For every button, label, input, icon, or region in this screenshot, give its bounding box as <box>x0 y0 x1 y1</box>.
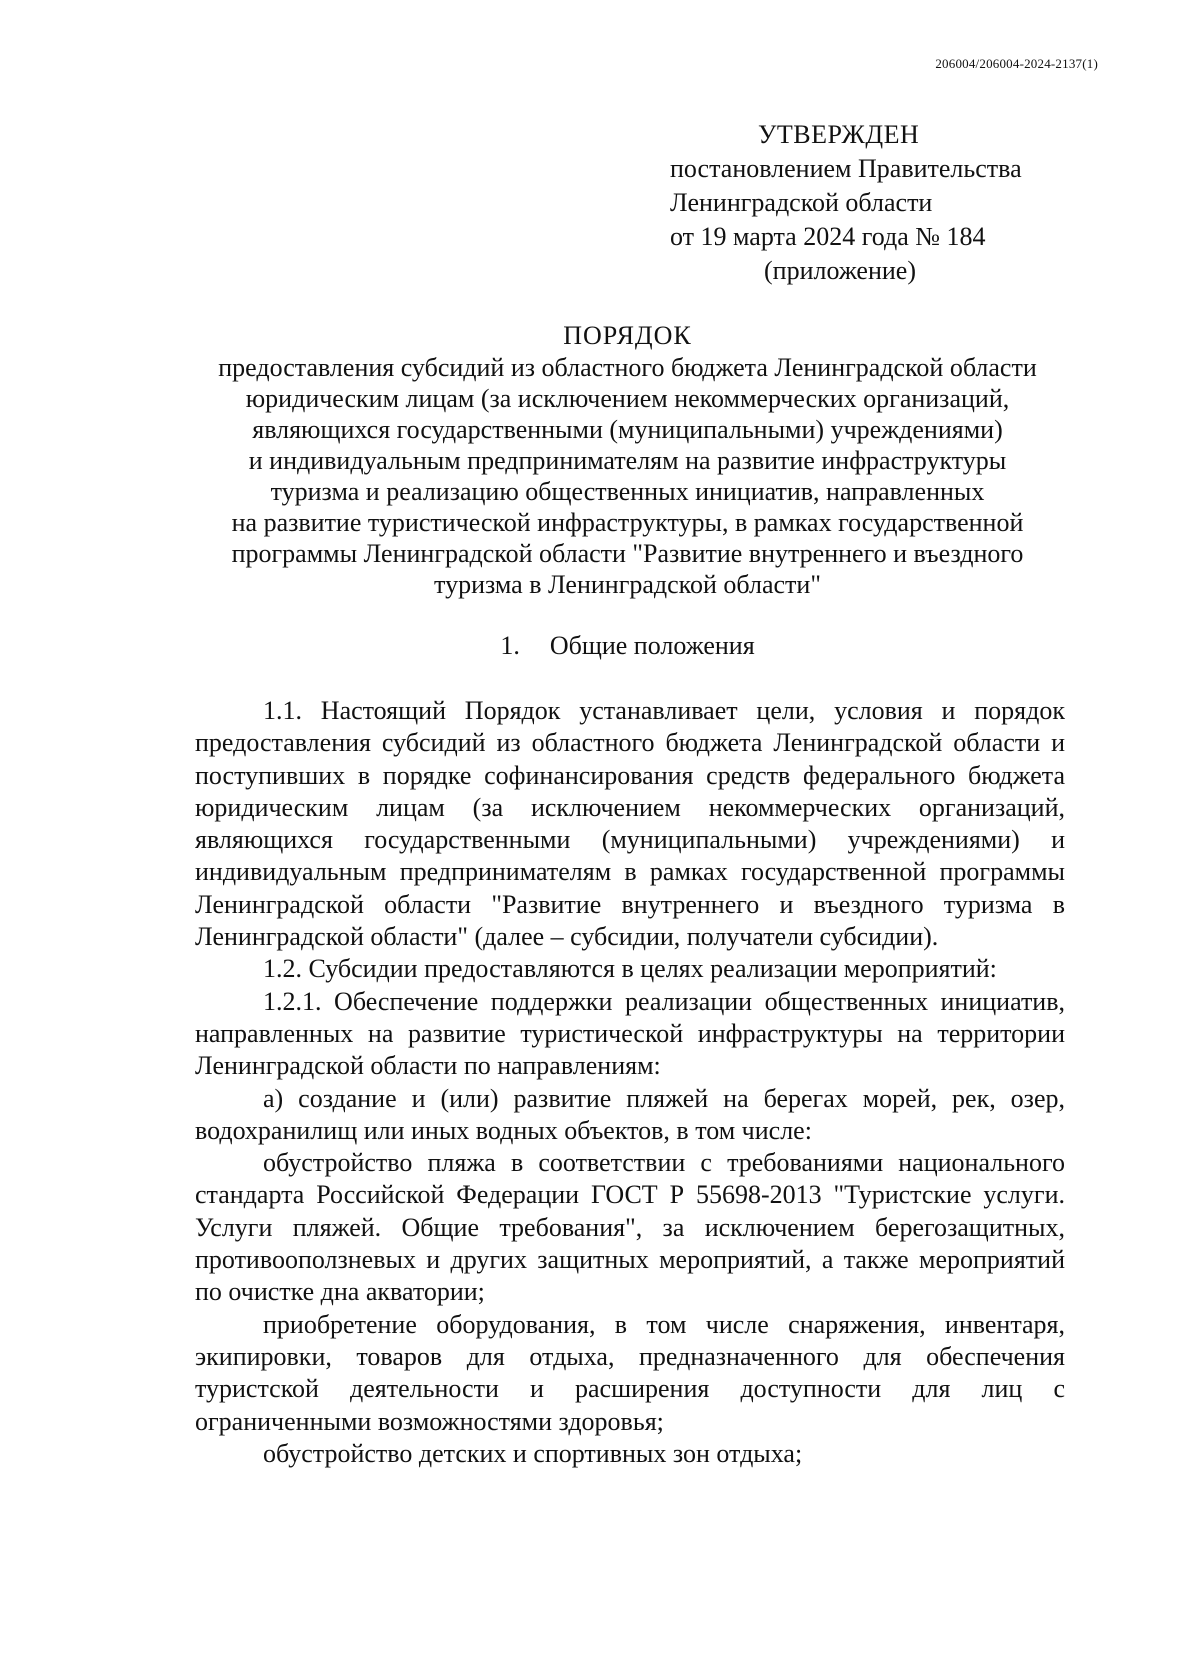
title-line: предоставления субсидий из областного бюджета Ленинградской области <box>218 353 1037 382</box>
title-line: являющихся государственными (муниципальными) учреждениями) <box>252 415 1003 444</box>
title-name: ПОРЯДОК <box>563 321 692 350</box>
approval-line: постановлением Правительства <box>670 154 1022 183</box>
title-line: на развитие туристической инфраструктуры, в рамках государственной <box>231 508 1024 537</box>
paragraph: обустройство пляжа в соответствии с требованиями национального стандарта Российской Федерации ГОСТ Р 55698-2013 "Туристские услуги. Услуги пляжей. Общие требования", за исключением берегозащитных, противооползневых и других защитных мероприятий, а также мероприятий по очистке дна акватории; <box>195 1148 1065 1307</box>
title-line: программы Ленинградской области "Развитие внутреннего и въездного <box>231 539 1024 568</box>
title-line: туризма и реализацию общественных инициатив, направленных <box>270 477 985 506</box>
paragraph: обустройство детских и спортивных зон отдыха; <box>263 1438 803 1468</box>
approval-line: Ленинградской области <box>670 188 933 217</box>
section-number: 1. <box>500 631 520 660</box>
approval-appendix: (приложение) <box>764 256 917 285</box>
document-title <box>190 320 1065 600</box>
paragraph: 1.2. Субсидии предоставляются в целях реализации мероприятий: <box>263 954 997 984</box>
paragraph: 1.2.1. Обеспечение поддержки реализации общественных инициатив, направленных на развитие туристической инфраструктуры на территории Ленинградской области по направлениям: <box>195 986 1065 1081</box>
paragraph: 1.1. Настоящий Порядок устанавливает цели, условия и порядок предоставления субсидий из областного бюджета Ленинградской области и поступивших в порядке софинансирования средств федерального бюджета юридическим лицам (за исключением некоммерческих организаций, являющихся государственными (муниципальными) учреждениями) и индивидуальным предпринимателям в рамках государственной программы Ленинградской области "Развитие внутреннего и въездного туризма в Ленинградской области" (далее – субсидии, получатели субсидии). <box>195 696 1065 952</box>
document-id: 206004/206004-2024-2137(1) <box>935 56 1098 71</box>
title-line: юридическим лицам (за исключением некоммерческих организаций, <box>245 384 1010 413</box>
title-line: туризма в Ленинградской области" <box>434 570 821 599</box>
approval-stamp <box>670 118 1022 288</box>
document-body <box>195 695 1065 1470</box>
approval-line: от 19 марта 2024 года № 184 <box>670 222 986 251</box>
title-line: и индивидуальным предпринимателям на развитие инфраструктуры <box>248 446 1007 475</box>
paragraph: приобретение оборудования, в том числе снаряжения, инвентаря, экипировки, товаров для отдыха, предназначенного для обеспечения туристской деятельности и расширения доступности для лиц с ограниченными возможностями здоровья; <box>195 1309 1065 1436</box>
paragraph: а) создание и (или) развитие пляжей на берегах морей, рек, озер, водохранилищ или иных водных объектов, в том числе: <box>195 1083 1065 1145</box>
approval-heading: УТВЕРЖДЕН <box>758 120 920 149</box>
section-heading <box>190 630 1065 662</box>
section-title: Общие положения <box>549 631 755 660</box>
